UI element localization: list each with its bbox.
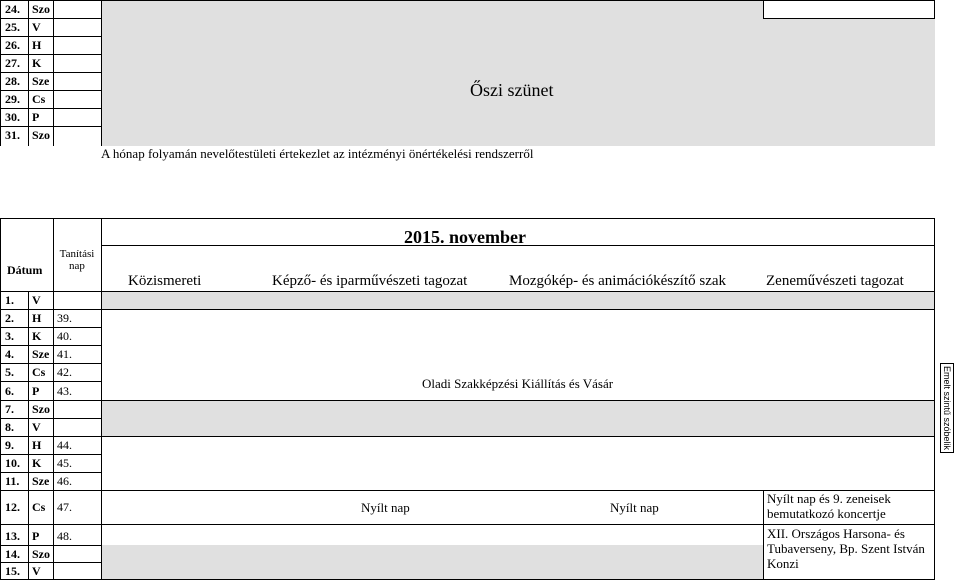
october-day-number: 26. (5, 38, 20, 52)
autumn-break-band (101, 0, 763, 146)
november-day-number: 14. (5, 547, 20, 561)
open-day-arts: Nyílt nap (610, 500, 659, 515)
november-day-number: 8. (5, 420, 14, 434)
grid-line (0, 54, 101, 55)
school-day-number: 45. (57, 456, 72, 470)
november-day-name: Cs (32, 500, 46, 514)
grid-line (0, 0, 1, 146)
music-column-header: Zeneművészeti tagozat (766, 273, 904, 289)
fine-arts-column-header: Képző- és iparművészeti tagozat (272, 273, 468, 289)
grid-line (0, 327, 101, 328)
grid-line (28, 291, 29, 580)
grid-line (763, 18, 935, 19)
november-day-name: Cs (32, 365, 46, 379)
november-day-number: 13. (5, 529, 20, 543)
school-day-number: 42. (57, 365, 72, 379)
grid-line (0, 436, 935, 437)
november-day-name: Sze (32, 347, 50, 361)
grid-line (0, 524, 935, 525)
animation-column-header: Mozgókép- és animációkészítő szak (509, 273, 727, 289)
november-day-name: H (32, 311, 42, 325)
october-day-name: K (32, 56, 42, 70)
grid-line (0, 291, 935, 292)
november-day-name: Szo (32, 547, 50, 561)
november-day-name: Sze (32, 474, 50, 488)
autumn-break-band-right (763, 18, 935, 146)
grid-line (101, 0, 102, 146)
grid-line (0, 218, 1, 580)
school-day-column-header: Tanítási nap (59, 248, 95, 272)
school-day-number: 41. (57, 347, 72, 361)
autumn-break-label: Őszi szünet (470, 80, 554, 100)
oral-exams-side-text: Emelt szintű szóbelik (942, 365, 952, 451)
open-day-general: Nyílt nap (361, 500, 410, 515)
school-day-number: 40. (57, 329, 72, 343)
grid-line (763, 490, 764, 580)
november-day-name: P (32, 384, 40, 398)
november-day-number: 11. (5, 474, 20, 488)
november-day-name: P (32, 529, 40, 543)
november-day-name: V (32, 293, 41, 307)
november-day-name: V (32, 564, 41, 578)
november-day-number: 15. (5, 564, 20, 578)
october-day-name: Sze (32, 74, 50, 88)
school-day-number: 46. (57, 474, 72, 488)
november-day-number: 1. (5, 293, 14, 307)
grid-line (0, 18, 101, 19)
november-day-number: 9. (5, 438, 14, 452)
monthly-note: A hónap folyamán nevelőtestületi értekezlet az intézményi önértékelési rendszerről (101, 146, 534, 161)
music-open-day-concert: Nyílt nap és 9. zeneisek bemutatkozó koncertje (767, 491, 891, 521)
grid-line (53, 0, 54, 146)
weekend-band (101, 545, 763, 580)
grid-line (0, 400, 935, 401)
month-title: 2015. november (404, 227, 526, 247)
grid-line (53, 218, 54, 580)
grid-line (0, 108, 101, 109)
october-day-number: 31. (5, 128, 20, 142)
vocational-fair-event: Oladi Szakképzési Kiállítás és Vásár (422, 376, 614, 391)
october-day-name: Szo (32, 128, 50, 142)
october-day-number: 29. (5, 92, 20, 106)
october-day-name: H (32, 38, 42, 52)
grid-line (0, 309, 935, 310)
november-day-number: 5. (5, 365, 14, 379)
grid-line (0, 36, 101, 37)
grid-line (0, 545, 101, 546)
grid-line (0, 72, 101, 73)
grid-line (0, 218, 935, 219)
november-day-name: K (32, 329, 42, 343)
school-day-number: 48. (57, 529, 72, 543)
school-day-number: 39. (57, 311, 72, 325)
weekend-band (101, 291, 935, 309)
grid-line (0, 345, 101, 346)
october-day-number: 27. (5, 56, 20, 70)
october-day-number: 24. (5, 2, 20, 16)
school-day-number: 43. (57, 384, 72, 398)
november-day-number: 10. (5, 456, 20, 470)
grid-line (0, 418, 101, 419)
general-column-header: Közismereti (128, 273, 202, 289)
grid-line (28, 0, 29, 146)
november-day-name: V (32, 420, 41, 434)
grid-line (0, 90, 101, 91)
date-column-header: Dátum (7, 263, 43, 277)
november-day-name: H (32, 438, 42, 452)
november-day-number: 7. (5, 402, 14, 416)
school-day-number: 44. (57, 438, 72, 452)
grid-line (0, 454, 101, 455)
november-day-name: K (32, 456, 42, 470)
november-day-number: 6. (5, 384, 14, 398)
october-day-number: 28. (5, 74, 20, 88)
grid-line (0, 562, 101, 563)
november-day-number: 3. (5, 329, 14, 343)
grid-line (101, 218, 102, 580)
grid-line (0, 126, 101, 127)
november-day-number: 2. (5, 311, 14, 325)
november-day-number: 4. (5, 347, 14, 361)
school-day-number: 47. (57, 500, 72, 514)
october-day-name: Cs (32, 92, 46, 106)
grid-line (0, 363, 101, 364)
grid-line (0, 381, 101, 382)
november-day-number: 12. (5, 500, 20, 514)
october-day-number: 30. (5, 110, 20, 124)
october-day-name: V (32, 20, 41, 34)
brass-contest-event: XII. Országos Harsona- és Tubaverseny, Bp. Szent István Konzi (767, 526, 925, 571)
november-day-name: Szo (32, 402, 50, 416)
grid-line (934, 0, 935, 18)
october-day-name: P (32, 110, 40, 124)
october-day-number: 25. (5, 20, 20, 34)
grid-line (0, 0, 935, 1)
grid-line (934, 218, 935, 580)
october-day-name: Szo (32, 2, 50, 16)
grid-line (763, 0, 764, 18)
weekend-band (101, 400, 935, 436)
grid-line (0, 472, 101, 473)
